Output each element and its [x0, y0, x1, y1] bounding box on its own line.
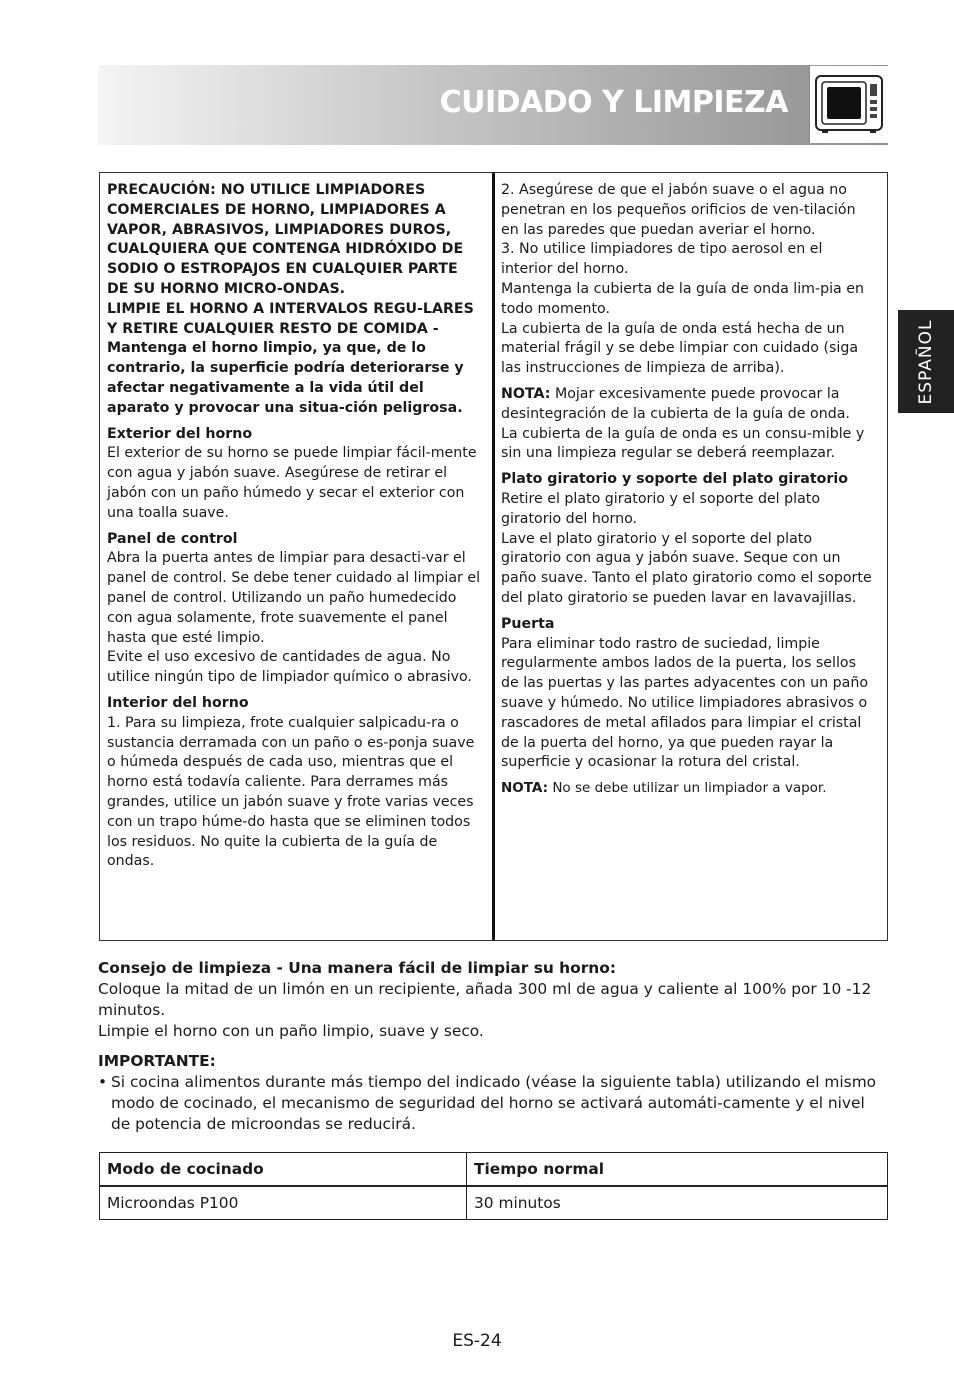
control-panel-text: Abra la puerta antes de limpiar para desacti-var el panel de control. Se debe tener cuidado al limpiar el panel de control. Utilizando un paño humedecido con agua solamente, frote suavemente el panel hasta que esté limpio.	[107, 550, 481, 646]
microwave-icon	[809, 66, 888, 143]
turntable-text-1: Retire el plato giratorio y el soporte del plato giratorio del horno.	[501, 490, 821, 527]
tip-text-2: Limpie el horno con un paño limpio, suave y seco.	[98, 1022, 484, 1040]
exterior-text: El exterior de su horno se puede limpiar fácil-mente con agua y jabón suave. Asegúrese de retirar el jabón con un paño húmedo y secar el exterior con una toalla suave.	[107, 445, 477, 521]
note-1	[501, 385, 874, 425]
language-tab-label: ESPAÑOL	[916, 319, 936, 404]
language-tab	[898, 310, 954, 413]
table-header-time: Tiempo normal	[467, 1153, 888, 1187]
interior-item-2: 2. Asegúrese de que el jabón suave o el agua no penetran en los pequeños orificios de ven-tilación en las paredes que puedan averiar el horno.	[501, 182, 856, 238]
turntable-text-2: Lave el plato giratorio y el soporte del plato giratorio con agua y jabón suave. Seque con un paño suave. Tanto el plato giratorio como el soporte del plato giratorio se pueden lavar en lavavajillas.	[501, 530, 872, 606]
column-divider	[492, 173, 495, 940]
cooking-time-table	[99, 1152, 888, 1220]
tip-text-1: Coloque la mitad de un limón en un recipiente, añada 300 ml de agua y caliente al 100% por 10 -12 minutos.	[98, 980, 872, 1019]
control-panel-heading: Panel de control	[107, 530, 238, 547]
tip-heading: Consejo de limpieza - Una manera fácil de limpiar su horno:	[98, 959, 616, 977]
interior-item-3: 3. No utilice limpiadores de tipo aerosol en el interior del horno.	[501, 241, 823, 278]
exterior-heading: Exterior del horno	[107, 425, 253, 442]
interior-heading: Interior del horno	[107, 694, 249, 711]
important-bullet-item	[98, 1072, 888, 1135]
door-heading: Puerta	[501, 615, 555, 632]
note-2	[501, 779, 874, 799]
right-column	[501, 181, 874, 799]
door-text: Para eliminar todo rastro de suciedad, limpie regularmente ambos lados de la puerta, los sellos de las puertas y las partes adyacentes con un paño suave y húmedo. No utilice limpiadores abrasivos o rascadores de metal afilados para limpiar el cristal de la puerta del horno, ya que pueden rayar la superficie y ocasionar la rotura del cristal.	[501, 635, 869, 771]
cleaning-instructions-box	[99, 172, 888, 941]
page-title: CUIDADO Y LIMPIEZA	[439, 85, 788, 120]
table-cell-mode: Microondas P100	[100, 1186, 467, 1220]
warning-clean-regularly: LIMPIE EL HORNO A INTERVALOS REGU-LARES Y RETIRE CUALQUIER RESTO DE COMIDA - Mantenga el horno limpio, ya que, de lo contrario, la superficie podría deteriorarse y afectar negativamente a la vida útil del aparato y provocar una situa-ción peligrosa.	[107, 300, 474, 416]
warning-caution: PRECAUCIÓN: NO UTILICE LIMPIADORES COMERCIALES DE HORNO, LIMPIADORES A VAPOR, ABRASIVOS, LIMPIADORES DUROS, CUALQUIERA QUE CONTENGA HIDRÓXIDO DE SODIO O ESTROPAJOS EN CUALQUIER PARTE DE SU HORNO MICRO-ONDAS.	[107, 182, 464, 297]
page-header	[98, 65, 888, 145]
waveguide-text-3: La cubierta de la guía de onda es un consu-mible y sin una limpieza regular se deberá reemplazar.	[501, 425, 865, 462]
left-column	[107, 181, 481, 872]
page-number: ES-24	[452, 1331, 502, 1351]
important-heading: IMPORTANTE:	[98, 1052, 216, 1070]
waveguide-text-1: Mantenga la cubierta de la guía de onda lim-pia en todo momento.	[501, 280, 864, 317]
important-text: Si cocina alimentos durante más tiempo del indicado (véase la siguiente tabla) utilizando el mismo modo de cocinado, el mecanismo de seguridad del horno se activará automáti-camente y el nivel de potencia de microondas se reducirá.	[111, 1073, 877, 1133]
note-label: NOTA:	[501, 385, 551, 402]
waveguide-text-2: La cubierta de la guía de onda está hecha de un material frágil y se debe limpiar con cuidado (siga las instrucciones de limpieza de arriba).	[501, 320, 859, 377]
note-label: NOTA:	[501, 780, 549, 797]
table-cell-time: 30 minutos	[467, 1186, 888, 1220]
tips-section	[98, 958, 888, 1135]
table-row	[100, 1186, 888, 1220]
note-text: No se debe utilizar un limpiador a vapor.	[548, 780, 827, 797]
control-panel-text-2: Evite el uso excesivo de cantidades de agua. No utilice ningún tipo de limpiador químico o abrasivo.	[107, 649, 472, 686]
table-header-row	[100, 1153, 888, 1187]
interior-text: 1. Para su limpieza, frote cualquier salpicadu-ra o sustancia derramada con un paño o es-ponja suave o húmeda después de cada uso, mientras que el horno está todavía caliente. Para derrames más grandes, utilice un jabón suave y frote varias veces con un trapo húme-do hasta que se eliminen todos los residuos. No quite la cubierta de la guía de ondas.	[107, 714, 475, 870]
turntable-heading: Plato giratorio y soporte del plato giratorio	[501, 471, 848, 488]
bullet-marker: •	[98, 1073, 108, 1091]
note-text: Mojar excesivamente puede provocar la desintegración de la cubierta de la guía de onda.	[501, 385, 850, 422]
table-header-mode: Modo de cocinado	[100, 1153, 467, 1187]
